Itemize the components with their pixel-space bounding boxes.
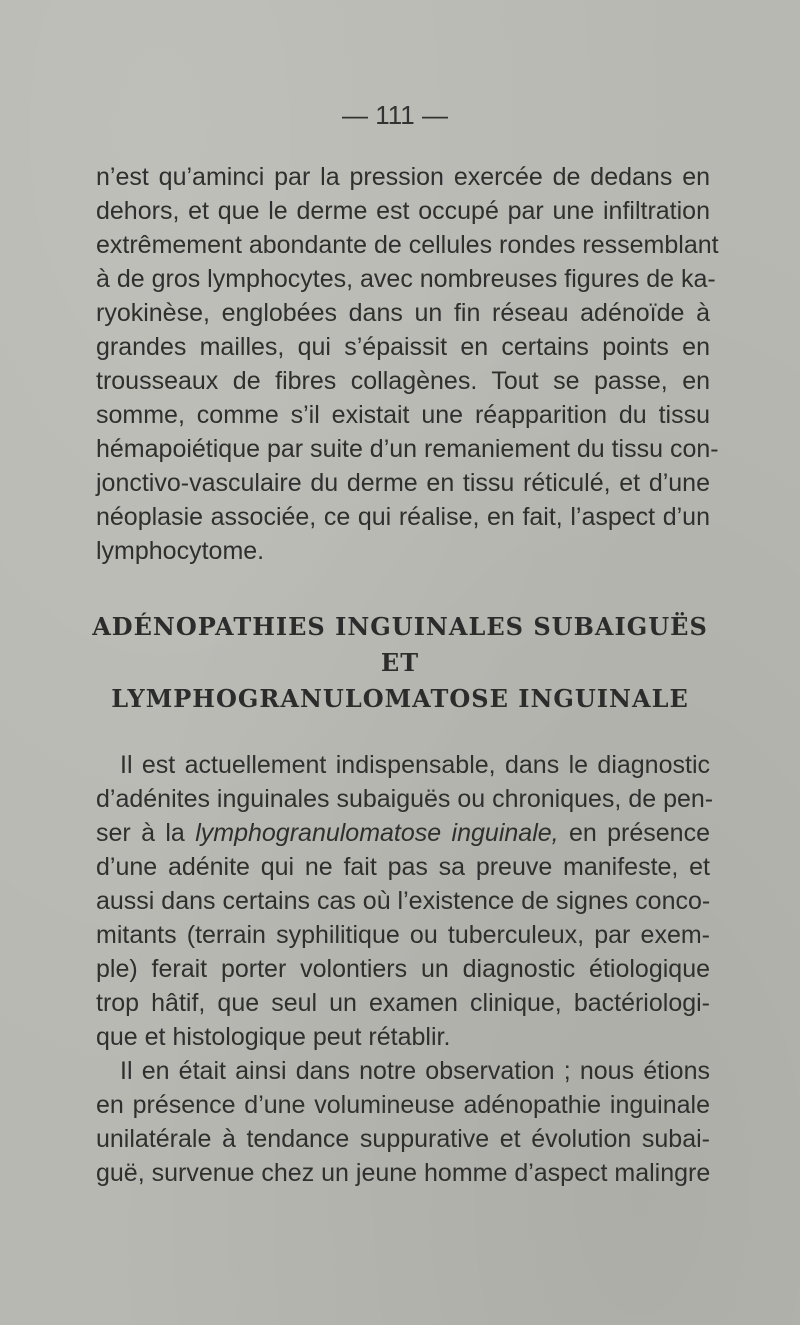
text-line: lymphocytome. xyxy=(96,537,265,565)
text-line: n’est qu’aminci par la pression exercée de dedans en xyxy=(96,163,710,191)
text-line: hémapoiétique par suite d’un remaniement du tissu con- xyxy=(96,435,719,463)
text-line: aussi dans certains cas où l’existence de signes conco- xyxy=(96,887,711,915)
text-line: jonctivo-vasculaire du derme en tissu réticulé, et d’une xyxy=(96,469,710,497)
text-line-with-italic xyxy=(96,816,710,850)
text-line: Il en était ainsi dans notre observation ; nous étions xyxy=(120,1057,710,1085)
text-line: trousseaux de fibres collagènes. Tout se passe, en xyxy=(96,367,710,395)
text-line: trop hâtif, que seul un examen clinique, bactériologi- xyxy=(96,989,710,1017)
italic-term: lymphogranulomatose inguinale, xyxy=(195,819,559,847)
text-line: que et histologique peut rétablir. xyxy=(96,1023,451,1051)
text-line: néoplasie associée, ce qui réalise, en fait, l’aspect d’un xyxy=(96,503,710,531)
text-line: à de gros lymphocytes, avec nombreuses figures de ka- xyxy=(96,265,716,293)
text-line: unilatérale à tendance suppurative et évolution subai- xyxy=(96,1125,710,1153)
page-number: — 111 — xyxy=(342,100,448,130)
paragraph-lymphocytome xyxy=(96,160,719,568)
text-line: guë, survenue chez un jeune homme d’aspect malingre xyxy=(96,1159,711,1187)
text-segment: ser à la xyxy=(96,819,185,847)
text-line: dehors, et que le derme est occupé par une infiltration xyxy=(96,197,710,225)
section-heading-line-3: LYMPHOGRANULOMATOSE INGUINALE xyxy=(111,684,689,713)
text-line: en présence d’une volumineuse adénopathie inguinale xyxy=(96,1091,710,1119)
text-line: grandes mailles, qui s’épaissit en certains points en xyxy=(96,333,710,361)
section-heading-line-1: ADÉNOPATHIES INGUINALES SUBAIGUËS xyxy=(92,612,708,641)
text-line: d’une adénite qui ne fait pas sa preuve manifeste, et xyxy=(96,853,710,881)
section-heading-line-2: ET xyxy=(380,648,420,677)
text-line: extrêmement abondante de cellules rondes ressemblant xyxy=(96,231,719,259)
text-segment: en présence xyxy=(568,819,710,847)
text-line: mitants (terrain syphilitique ou tuberculeux, par exem- xyxy=(96,921,710,949)
text-line: somme, comme s’il existait une réapparition du tissu xyxy=(96,401,710,429)
text-line: ple) ferait porter volontiers un diagnostic étiologique xyxy=(96,955,710,983)
text-line: Il est actuellement indispensable, dans le diagnostic xyxy=(120,751,710,779)
paragraph-diagnostic xyxy=(96,748,714,1190)
text-line: d’adénites inguinales subaiguës ou chroniques, de pen- xyxy=(96,785,714,813)
text-line: ryokinèse, englobées dans un fin réseau adénoïde à xyxy=(96,299,710,327)
